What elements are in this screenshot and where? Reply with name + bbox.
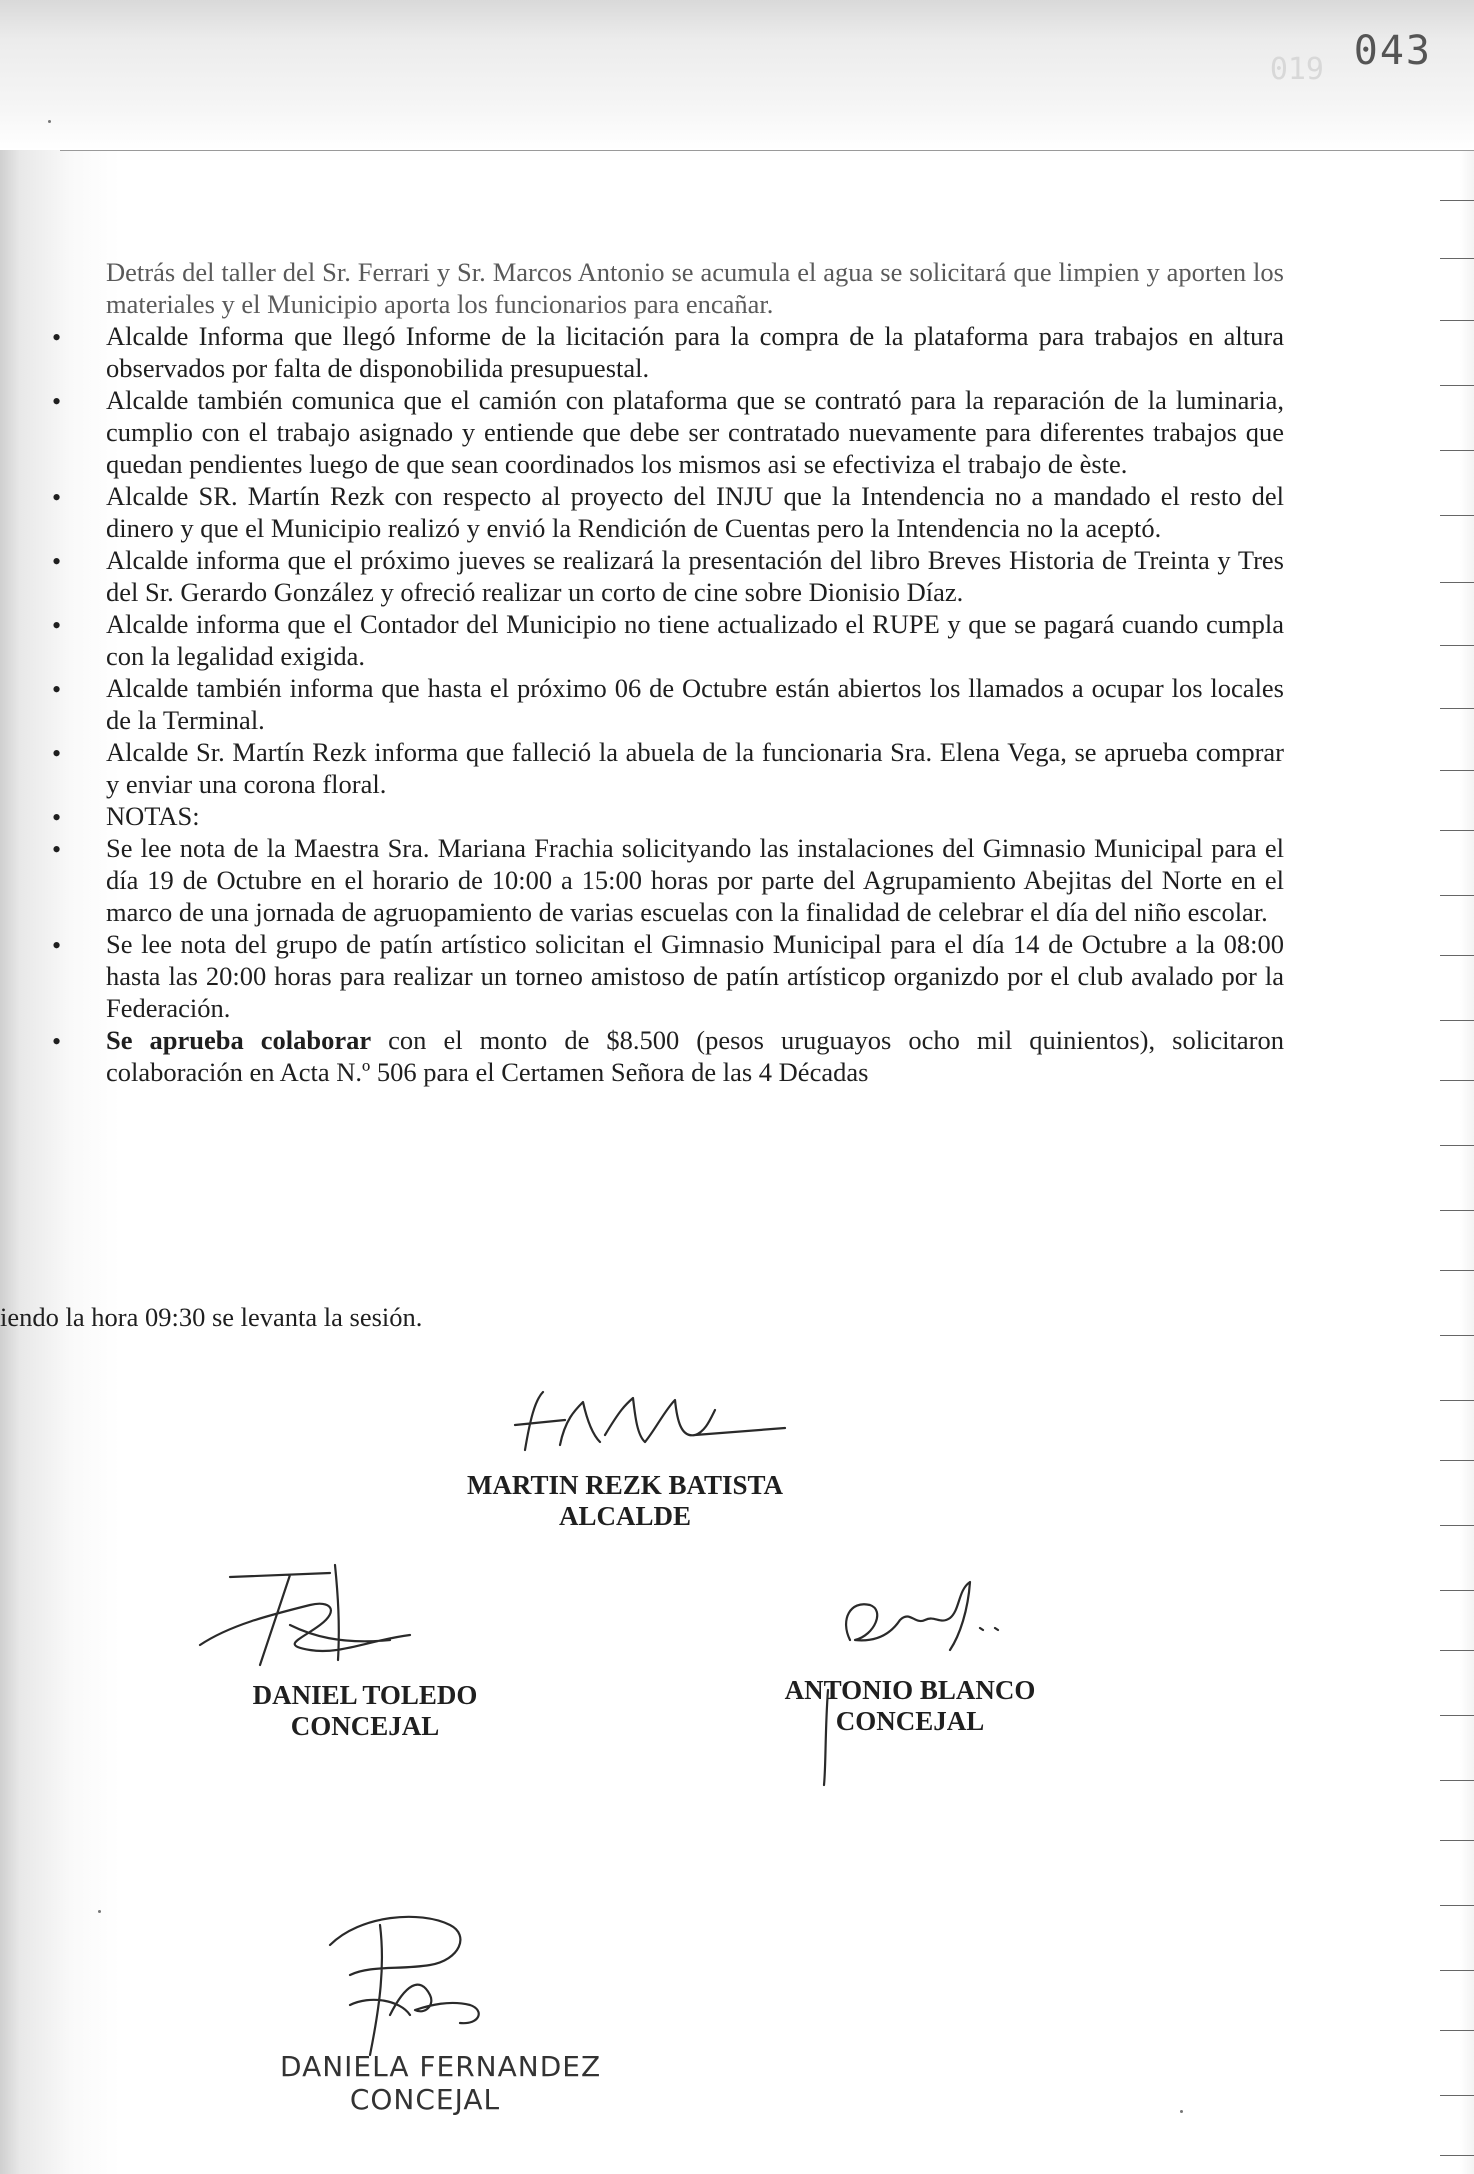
signature-block-blanco <box>760 1675 1060 1737</box>
bullet-terminal-calls: • Alcalde también informa que hasta el próximo 06 de Octubre están abiertos los llamados a ocupar los locales de la Terminal. <box>44 672 1284 736</box>
toledo-name: DANIEL TOLEDO <box>252 1680 478 1710</box>
alcalde-name: MARTIN REZK BATISTA <box>466 1470 784 1500</box>
header-divider <box>60 150 1474 151</box>
signature-alcalde-icon <box>505 1380 805 1460</box>
bullet-gym-request-skating: • Se lee nota del grupo de patín artístico solicitan el Gimnasio Municipal para el día 14 de Octubre a la 08:00 hasta las 20:00 horas para realizar un torneo amistoso de patín artísticop organizdo por el club avalado por la Federación. <box>44 928 1284 1024</box>
alcalde-role: ALCALDE <box>558 1501 692 1531</box>
bullet-tender-report: • Alcalde Informa que llegó Informe de la licitación para la compra de la plataforma para trabajos en altura observados por falta de disponobilida presupuestal. <box>44 320 1284 384</box>
signature-toledo-icon <box>190 1565 430 1675</box>
scan-speck <box>1180 2110 1183 2113</box>
signature-block-alcalde <box>440 1470 810 1532</box>
bullet-book-presentation: • Alcalde informa que el próximo jueves se realizará la presentación del libro Breves Historia de Treinta y Tres del Sr. Gerardo González y ofreció realizar un corto de cine sobre Dionisio Díaz. <box>44 544 1284 608</box>
bullet-notas-heading: • NOTAS: <box>44 800 1284 832</box>
scan-speck <box>98 1910 101 1913</box>
bullet-inju-project: • Alcalde SR. Martín Rezk con respecto al proyecto del INJU que la Intendencia no a mandado el resto del dinero y que el Municipio realizó y envió la Rendición de Cuentas pero la Intendencia no la aceptó. <box>44 480 1284 544</box>
ghost-page-number: 019 <box>1269 52 1324 87</box>
signature-block-fernandez <box>280 2050 602 2116</box>
bullet-platform-truck: • Alcalde también comunica que el camión con plataforma que se contrató para la reparación de la luminaria, cumplio con el trabajo asignado y entiende que debe ser contratado nuevamente para diferentes trabajos que quedan pendientes luego de que sean coordinados los mismos asi se efectiviza el trabajo de èste. <box>44 384 1284 480</box>
minutes-body <box>44 256 1284 1088</box>
bullet-gym-request-school: • Se lee nota de la Maestra Sra. Mariana Frachia solicityando las instalaciones del Gimnasio Municipal para el día 19 de Octubre en el horario de 10:00 a 15:00 horas por parte del Agrupamiento Abejitas del Norte en el marco de una jornada de agruopamiento de varias escuelas con la finalidad de celebrar el día del niño escolar. <box>44 832 1284 928</box>
margin-ruler <box>1434 190 1474 2170</box>
signature-fernandez-icon <box>310 1905 510 2065</box>
paragraph-drainage: Detrás del taller del Sr. Ferrari y Sr. Marcos Antonio se acumula el agua se solicitará que limpien y aporten los materiales y el Municipio aporta los funcionarios para encañar. <box>106 257 1284 319</box>
scan-shadow-band <box>0 0 1474 150</box>
blanco-role: CONCEJAL <box>835 1706 985 1736</box>
blanco-name: ANTONIO BLANCO <box>784 1675 1036 1705</box>
bullet-approval: • Se aprueba colaborar con el monto de $8.500 (pesos uruguayos ocho mil quinientos), solicitaron colaboración en Acta N.º 506 para el Certamen Señora de las 4 Décadas <box>44 1024 1284 1088</box>
page-number: 043 <box>1353 28 1432 74</box>
signature-block-toledo <box>215 1680 515 1742</box>
fernandez-name: DANIELA FERNANDEZ <box>280 2050 602 2083</box>
bullet-rupe: • Alcalde informa que el Contador del Municipio no tiene actualizado el RUPE y que se pagará cuando cumpla con la legalidad exigida. <box>44 608 1284 672</box>
closing-line: iendo la hora 09:30 se levanta la sesión. <box>0 1302 423 1332</box>
bullet-condolences: • Alcalde Sr. Martín Rezk informa que falleció la abuela de la funcionaria Sra. Elena Vega, se aprueba comprar y enviar una corona floral. <box>44 736 1284 800</box>
scan-speck <box>48 120 51 123</box>
toledo-role: CONCEJAL <box>290 1711 440 1741</box>
fernandez-role: CONCEJAL <box>349 2083 501 2116</box>
